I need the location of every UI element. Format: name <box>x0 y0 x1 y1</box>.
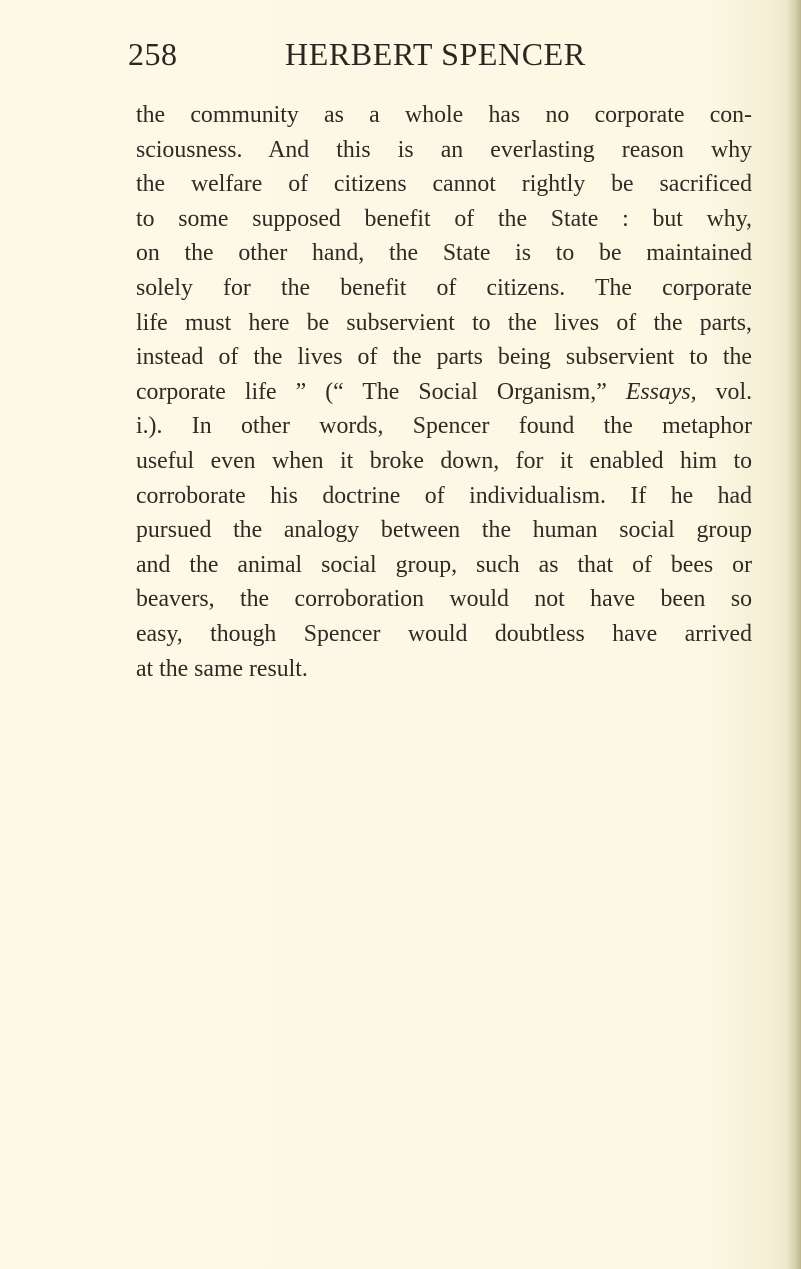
running-title: HERBERT SPENCER <box>285 36 586 72</box>
text-line-11: useful even when it broke down, for it enabled him to <box>136 447 752 474</box>
citation-title: Essays, <box>625 378 697 405</box>
text-line-15: beavers, the corroboration would not have been so <box>136 586 752 613</box>
text-line-9 <box>136 375 752 410</box>
text-line-7: life must here be subservient to the lives of the parts, <box>136 309 752 336</box>
text-line-14: and the animal social group, such as that of bees or <box>136 551 752 578</box>
text-line-1: the community as a whole has no corporate con- <box>136 102 752 128</box>
page-edge-shadow <box>787 0 801 1269</box>
text-line-2: sciousness. And this is an everlasting reason why <box>136 136 752 163</box>
citation-volume: vol. <box>715 378 753 405</box>
text-line-17: at the same result. <box>136 655 308 682</box>
text-line-9-main: corporate life ” (“ The Social Organism,” <box>136 378 607 405</box>
page-number: 258 <box>128 36 178 72</box>
body-paragraph <box>136 98 752 686</box>
text-line-3: the welfare of citizens cannot rightly be sacrificed <box>136 171 752 198</box>
text-line-13: pursued the analogy between the human social group <box>136 517 752 544</box>
text-line-10: i.). In other words, Spencer found the metaphor <box>136 413 752 440</box>
running-head <box>128 36 758 80</box>
text-line-16: easy, though Spencer would doubtless have arrived <box>136 620 752 647</box>
text-line-4: to some supposed benefit of the State : but why, <box>136 205 752 232</box>
text-line-5: on the other hand, the State is to be maintained <box>136 240 752 267</box>
text-line-6: solely for the benefit of citizens. The corporate <box>136 274 752 301</box>
text-line-8: instead of the lives of the parts being subservient to the <box>136 344 752 371</box>
text-line-12: corroborate his doctrine of individualism. If he had <box>136 482 752 509</box>
